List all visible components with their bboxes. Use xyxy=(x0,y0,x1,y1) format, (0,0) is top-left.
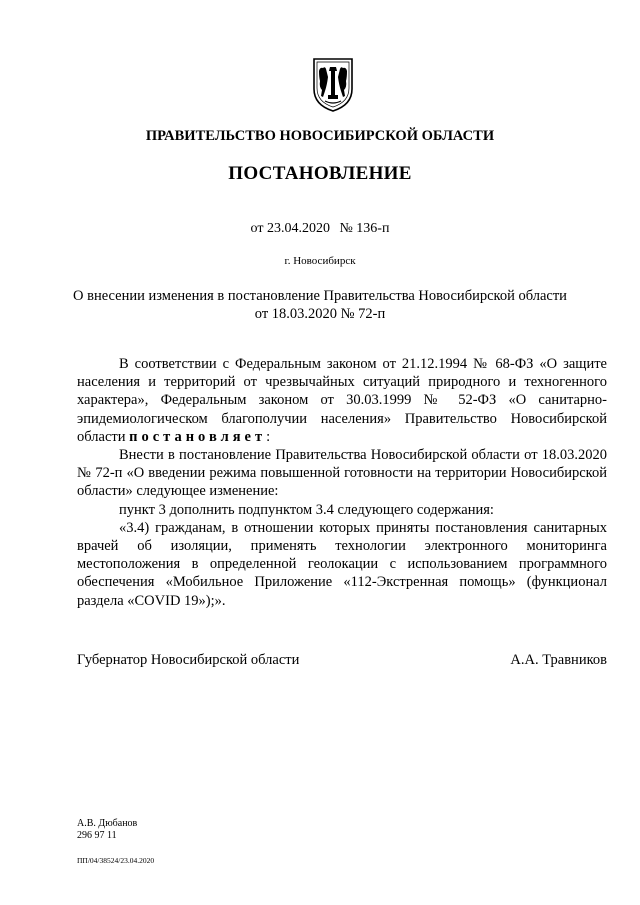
document-subject xyxy=(0,287,640,323)
subject-line-2: от 18.03.2020 № 72-п xyxy=(254,306,386,322)
body-paragraph xyxy=(77,355,607,446)
document-date: от 23.04.2020 xyxy=(250,221,330,236)
signatory-name: А.А. Травников xyxy=(510,652,607,668)
subject-line-1: О внесении изменения в постановление Правительства Новосибирской области xyxy=(73,288,567,304)
document-body xyxy=(77,355,607,610)
city: г. Новосибирск xyxy=(284,255,356,267)
document-code: ПП/04/38524/23.04.2020 xyxy=(77,856,155,865)
coat-of-arms-icon xyxy=(311,57,355,113)
resolves-word: постановляет xyxy=(129,428,267,445)
organization-title: ПРАВИТЕЛЬСТВО НОВОСИБИРСКОЙ ОБЛАСТИ xyxy=(145,128,495,144)
body-paragraph: Внести в постановление Правительства Новосибирской области от 18.03.2020 № 72-п «О введении режима повышенной готовности на территории Новосибирской области» следующее изменение: xyxy=(77,447,607,500)
preamble-text: В соответствии с Федеральным законом от 21.12.1994 № 68-ФЗ «О защите населения и территорий от чрезвычайных ситуаций природного и техногенного характера», Федеральным законом от 30.03.1999 № 52-ФЗ «О санитарно-эпидемиологическом благополучии населения» Правительство Новосибирской области xyxy=(77,356,607,445)
executor-block xyxy=(77,818,137,842)
preamble-end: : xyxy=(266,428,271,445)
body-paragraph: пункт 3 дополнить подпунктом 3.4 следующего содержания: xyxy=(119,501,494,518)
document-number: № 136-п xyxy=(339,221,390,236)
document-type: ПОСТАНОВЛЕНИЕ xyxy=(228,163,412,184)
executor-name: А.В. Дюбанов xyxy=(77,818,138,829)
date-number-line xyxy=(0,221,640,237)
executor-phone: 296 97 11 xyxy=(77,830,117,841)
signatory-position: Губернатор Новосибирской области xyxy=(77,652,300,668)
body-paragraph: «3.4) гражданам, в отношении которых приняты постановления санитарных врачей об изоляции, применять технологии электронного мониторинга местоположения в определенной геолокации с использованием программного обеспечения «Мобильное Приложение «112-Экстренная помощь» (функционал раздела «COVID 19»);». xyxy=(77,519,607,609)
